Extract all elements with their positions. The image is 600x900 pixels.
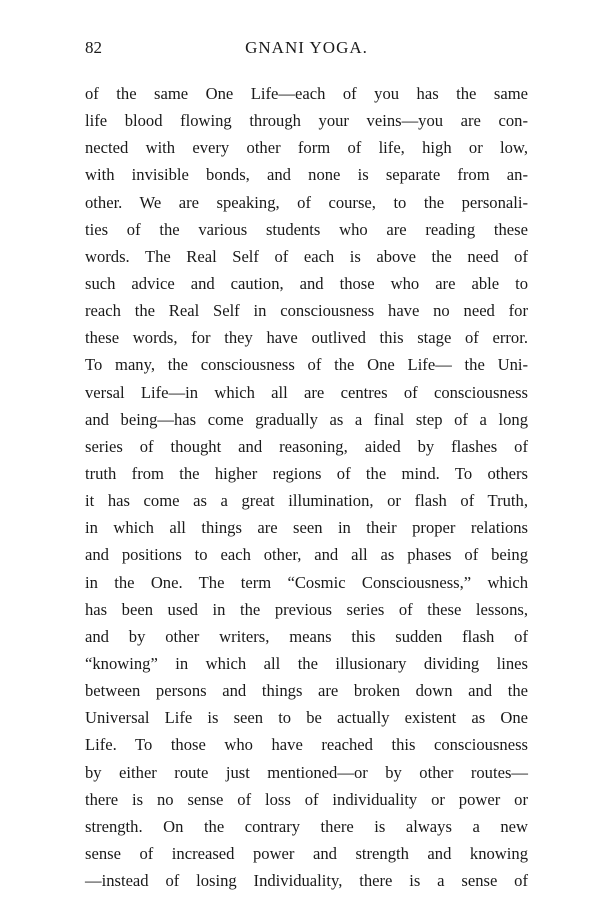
text-line: —instead of losing Individuality, there is a sense of: [85, 871, 528, 891]
text-line: in the One. The term “Cosmic Consciousness,” which: [85, 572, 528, 592]
text-line: by either route just mentioned—or by other routes—: [85, 762, 528, 782]
text-line: other. We are speaking, of course, to the personali-: [85, 192, 528, 212]
text-line: reach the Real Self in consciousness have no need for: [85, 301, 528, 321]
text-line: and by other writers, means this sudden flash of: [85, 626, 528, 646]
text-line: ties of the various students who are reading these: [85, 219, 528, 239]
text-line: strength. On the contrary there is always a new: [85, 816, 528, 836]
text-line: such advice and caution, and those who are able to: [85, 273, 528, 293]
text-line: there is no sense of loss of individuality or power or: [85, 789, 528, 809]
text-line: these words, for they have outlived this stage of error.: [85, 328, 528, 348]
text-line: Life. To those who have reached this consciousness: [85, 735, 528, 755]
text-line: versal Life—in which all are centres of consciousness: [85, 382, 528, 402]
text-line: has been used in the previous series of these lessons,: [85, 599, 528, 619]
page-number: 82: [85, 38, 102, 57]
text-line: of the same One Life—each of you has the same: [85, 84, 528, 103]
text-line: and being—has come gradually as a final step of a long: [85, 409, 528, 429]
text-line: life blood flowing through your veins—you are con-: [85, 111, 528, 131]
text-line: and positions to each other, and all as phases of being: [85, 545, 528, 565]
text-line: “knowing” in which all the illusionary dividing lines: [85, 653, 528, 673]
running-title: GNANI YOGA.: [245, 38, 368, 57]
text-line: words. The Real Self of each is above the need of: [85, 246, 528, 266]
text-line: sense of increased power and strength and knowing: [85, 843, 528, 863]
text-line: it has come as a great illumination, or flash of Truth,: [85, 491, 528, 511]
text-line: between persons and things are broken down and the: [85, 681, 528, 701]
text-line: truth from the higher regions of the mind. To others: [85, 463, 528, 483]
page-header: [85, 38, 528, 62]
text-line: in which all things are seen in their proper relations: [85, 518, 528, 538]
text-line: series of thought and reasoning, aided by flashes of: [85, 436, 528, 456]
text-line: with invisible bonds, and none is separate from an-: [85, 165, 528, 185]
text-line: nected with every other form of life, high or low,: [85, 138, 528, 158]
text-line: To many, the consciousness of the One Life— the Uni-: [85, 355, 528, 375]
body-text: [85, 80, 528, 894]
text-line: Universal Life is seen to be actually existent as One: [85, 708, 528, 728]
